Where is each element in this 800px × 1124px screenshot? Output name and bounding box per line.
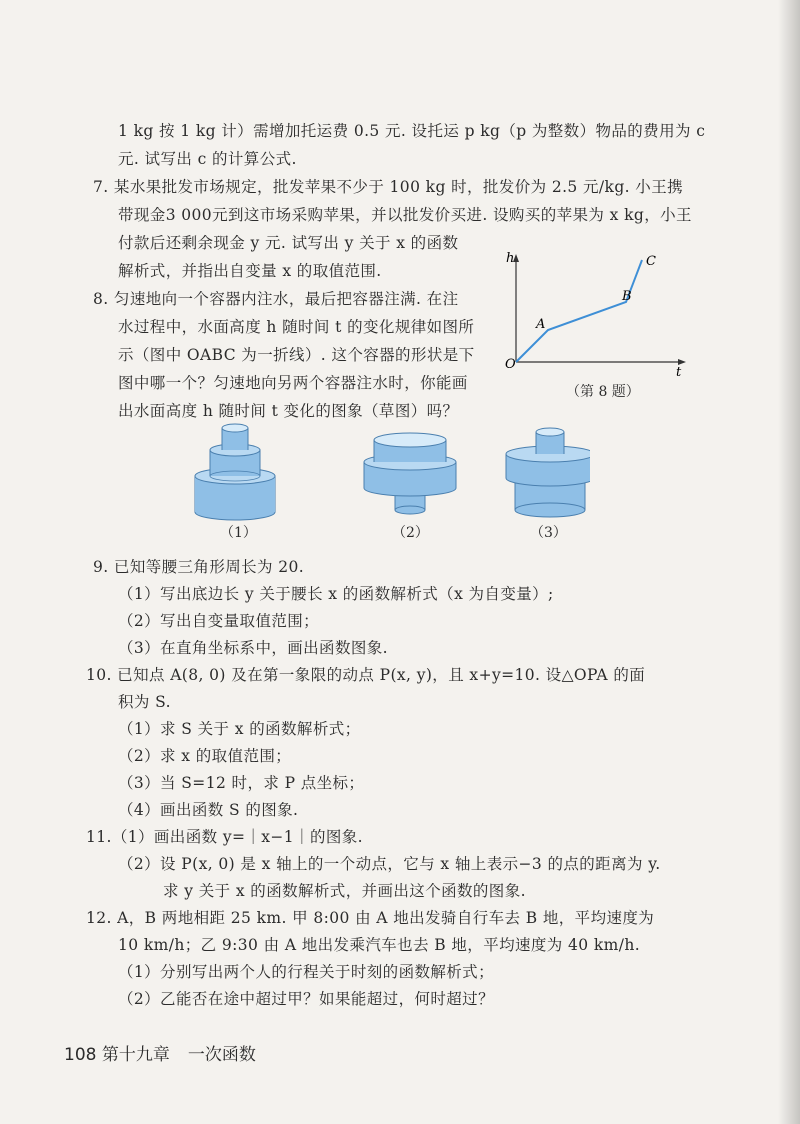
- question-7-line-4: 解析式，并指出自变量 x 的取值范围.: [118, 262, 382, 280]
- question-8-line-2: 水过程中，水面高度 h 随时间 t 的变化规律如图所: [118, 318, 475, 336]
- container-1: [195, 424, 275, 520]
- chapter-title: 一次函数: [187, 1045, 256, 1065]
- question-7-line-2: 带现金3 000元到这市场采购苹果，并以批发价买进. 设购买的苹果为 x kg，小王: [118, 206, 692, 224]
- question-12-line-1: 12. A，B 两地相距 25 km. 甲 8:00 由 A 地出发骑自行车去 B 地，平均速度为: [86, 909, 655, 927]
- question-11-part-1: 11.（1）画出函数 y=｜x−1｜的图象.: [86, 828, 364, 846]
- question-10-part-1: （1）求 S 关于 x 的函数解析式；: [118, 720, 361, 738]
- question-8-line-1: 8. 匀速地向一个容器内注水，最后把容器注满. 在注: [93, 290, 459, 308]
- point-label-a: A: [536, 317, 546, 332]
- graph-caption: （第 8 题）: [566, 384, 640, 400]
- question-12-part-2: （2）乙能否在途中超过甲？如果能超过，何时超过？: [118, 990, 494, 1008]
- question-10-part-3: （3）当 S=12 时，求 P 点坐标；: [118, 774, 365, 792]
- question-11-part-2: （2）设 P(x, 0) 是 x 轴上的一个动点，它与 x 轴上表示−3 的点的距离为 y.: [118, 855, 661, 873]
- question-9-part-3: （3）在直角坐标系中，画出函数图象.: [118, 639, 388, 657]
- question-10-line-2: 积为 S.: [118, 693, 171, 711]
- question-9-part-1: （1）写出底边长 y 关于腰长 x 的函数解析式（x 为自变量）;: [118, 585, 554, 603]
- page-number: 108: [64, 1045, 97, 1065]
- question-9: 9. 已知等腰三角形周长为 20.: [93, 558, 305, 576]
- container-label-3: （3）: [530, 525, 567, 541]
- question-10-part-2: （2）求 x 的取值范围；: [118, 747, 292, 765]
- axis-label-t: t: [676, 365, 682, 380]
- container-2: [364, 433, 456, 514]
- question-10-line-1: 10. 已知点 A(8, 0) 及在第一象限的动点 P(x, y)，且 x+y=10. 设△OPA 的面: [86, 666, 646, 684]
- chapter-number: 第十九章: [101, 1045, 170, 1065]
- question-8-line-5: 出水面高度 h 随时间 t 变化的图象（草图）吗？: [118, 402, 459, 420]
- point-label-o: O: [505, 357, 516, 372]
- point-label-c: C: [646, 254, 656, 269]
- container-label-2: （2）: [392, 525, 429, 541]
- question-7-line-3: 付款后还剩余现金 y 元. 试写出 y 关于 x 的函数: [118, 234, 459, 252]
- container-3: [506, 428, 590, 517]
- containers-figure: [190, 418, 590, 528]
- question-11-part-2-cont: 求 y 关于 x 的函数解析式，并画出这个函数的图象.: [163, 882, 526, 900]
- question-10-part-4: （4）画出函数 S 的图象.: [118, 801, 299, 819]
- question-8-graph: [496, 250, 696, 380]
- text-line-2: 元. 试写出 c 的计算公式.: [118, 150, 297, 168]
- question-9-part-2: （2）写出自变量取值范围；: [118, 612, 320, 630]
- page-footer: [64, 1040, 256, 1065]
- axis-label-h: h: [506, 251, 515, 266]
- question-8-line-4: 图中哪一个？匀速地向另两个容器注水时，你能画: [118, 374, 468, 392]
- question-12-part-1: （1）分别写出两个人的行程关于时刻的函数解析式；: [118, 963, 494, 981]
- graph-polyline-oabc: [516, 260, 642, 362]
- question-7-line-1: 7. 某水果批发市场规定，批发苹果不少于 100 kg 时，批发价为 2.5 元/kg. 小王携: [93, 178, 683, 196]
- question-8-line-3: 示（图中 OABC 为一折线）. 这个容器的形状是下: [118, 346, 475, 364]
- point-label-b: B: [622, 289, 632, 304]
- text-line-1: 1 kg 按 1 kg 计）需增加托运费 0.5 元. 设托运 p kg（p 为整数）物品的费用为 c: [118, 122, 706, 140]
- page-edge-shadow: [778, 0, 800, 1124]
- container-label-1: （1）: [220, 525, 257, 541]
- question-12-line-2: 10 km/h；乙 9:30 由 A 地出发乘汽车也去 B 地，平均速度为 40 km/h.: [118, 936, 641, 954]
